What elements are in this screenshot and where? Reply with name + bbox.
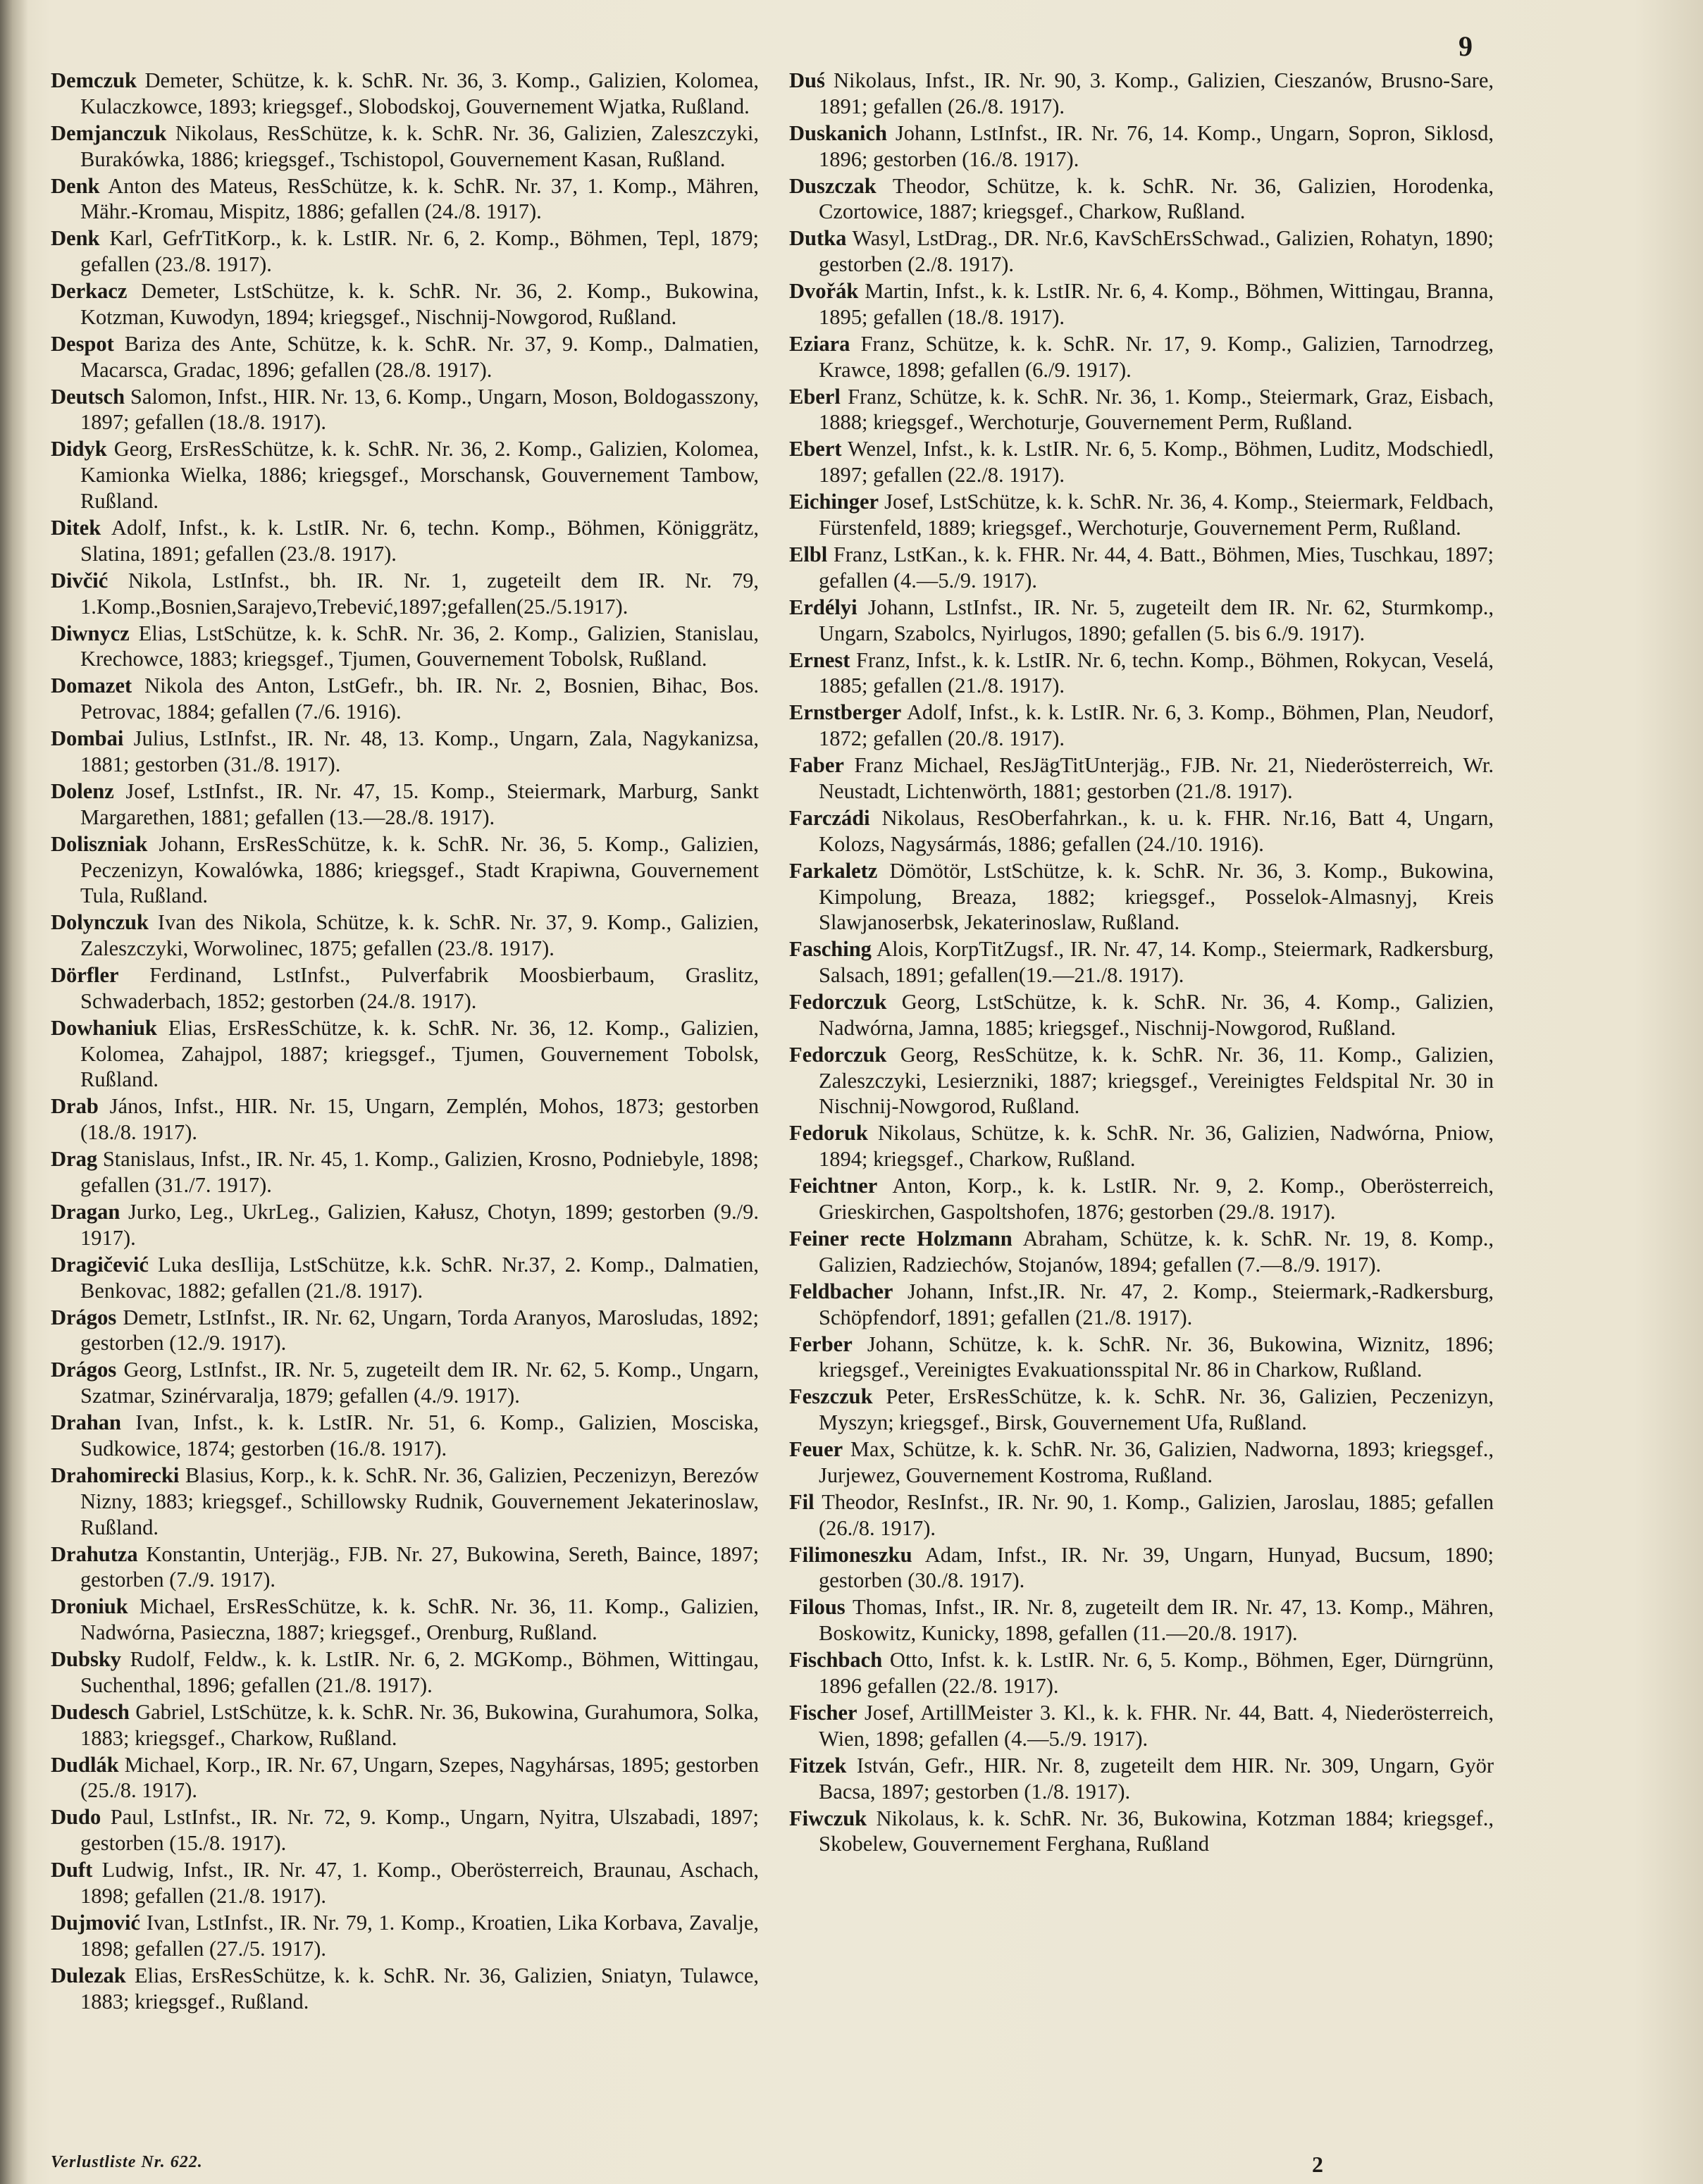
casualty-details: Luka desIlija, LstSchütze, k.k. SchR. Nr.37, 2. Komp., Dalmatien, Benkovac, 1882; gefallen (21./8. 1917). (80, 1252, 760, 1303)
casualty-details: Alois, KorpTitZugsf., IR. Nr. 47, 14. Komp., Steiermark, Radkersburg, Salsach, 1891; gefallen(19.—21./8. 1917). (819, 937, 1494, 988)
casualty-surname: Dudo (51, 1805, 101, 1830)
casualty-entry (789, 1700, 1494, 1752)
casualty-details: Wenzel, Infst., k. k. LstIR. Nr. 6, 5. Komp., Böhmen, Luditz, Modschiedl, 1897; gefallen (22./8. 1917). (819, 437, 1494, 488)
casualty-entry (51, 1357, 759, 1409)
casualty-entry (51, 778, 759, 831)
casualty-details: Georg, ErsResSchütze, k. k. SchR. Nr. 36, 2. Komp., Galizien, Kolomea, Kamionka Wielka, 1886; kriegsgef., Morschansk, Gouvernement Tambow, Rußland. (80, 437, 760, 514)
casualty-surname: Feszczuk (789, 1384, 873, 1409)
casualty-surname: Dudlák (51, 1752, 119, 1777)
casualty-surname: Filous (789, 1595, 846, 1620)
casualty-entry (51, 1963, 759, 2015)
casualty-details: Johann, ErsResSchütze, k. k. SchR. Nr. 36, 5. Komp., Galizien, Peczenizyn, Kowalówka, 1886; kriegsgef., Stadt Krapiwna, Gouvernement Tula, Rußland. (80, 831, 760, 908)
casualty-details: Josef, LstSchütze, k. k. SchR. Nr. 36, 4. Komp., Steiermark, Feldbach, Fürstenfeld, 1889; kriegsgef., Werchoturje, Gouvernement Perm, Rußland. (819, 490, 1494, 540)
casualty-surname: Dragičević (51, 1252, 149, 1277)
casualty-surname: Dörfler (51, 963, 119, 988)
casualty-details: Salomon, Infst., HIR. Nr. 13, 6. Komp., Ungarn, Moson, Boldogasszony, 1897; gefallen (18./8. 1917). (80, 384, 759, 435)
casualty-surname: Denk (51, 226, 100, 251)
casualty-surname: Dutka (789, 226, 847, 251)
casualty-entry (789, 1173, 1494, 1225)
casualty-details: Nikola des Anton, LstGefr., bh. IR. Nr. 2, Bosnien, Bihac, Bos. Petrovac, 1884; gefallen (7./6. 1916). (80, 674, 760, 724)
casualty-entry (51, 962, 759, 1015)
casualty-surname: Eichinger (789, 490, 879, 514)
casualty-details: Nikolaus, ResSchütze, k. k. SchR. Nr. 36, Galizien, Zaleszczyki, Burakówka, 1886; kriegsgef., Tschistopol, Gouvernement Kasan, Rußland. (80, 120, 759, 171)
casualty-details: Anton, Korp., k. k. LstIR. Nr. 9, 2. Komp., Oberösterreich, Grieskirchen, Gaspoltshofen, 1876; gestorben (29./8. 1917). (819, 1174, 1494, 1224)
casualty-entry (789, 173, 1494, 225)
casualty-surname: Denk (51, 173, 100, 198)
casualty-details: Franz, Schütze, k. k. SchR. Nr. 36, 1. Komp., Steiermark, Graz, Eisbach, 1888; kriegsgef., Werchoturje, Gouvernement Perm, Rußland. (819, 384, 1494, 435)
casualty-entry (51, 1857, 759, 1909)
casualty-entry (789, 68, 1494, 120)
casualty-surname: Domazet (51, 674, 132, 698)
casualty-surname: Fischbach (789, 1648, 883, 1673)
casualty-details: János, Infst., HIR. Nr. 15, Ungarn, Zemplén, Mohos, 1873; gestorben (18./8. 1917). (80, 1094, 759, 1145)
casualty-details: Nikolaus, ResOberfahrkan., k. u. k. FHR. Nr.16, Batt 4, Ungarn, Kolozs, Nagysármás, 1886; gefallen (24./10. 1916). (819, 805, 1494, 856)
casualty-details: Ivan des Nikola, Schütze, k. k. SchR. Nr. 37, 9. Komp., Galizien, Zaleszczyki, Worwolinec, 1875; gefallen (23./8. 1917). (80, 910, 759, 961)
casualty-details: Josef, LstInfst., IR. Nr. 47, 15. Komp., Steiermark, Marburg, Sankt Margarethen, 1881; gefallen (13.—28./8. 1917). (80, 778, 759, 829)
footer-signature-mark: 2 (1312, 2152, 1323, 2177)
casualty-surname: Feiner recte Holzmann (789, 1227, 1012, 1251)
casualty-entry (789, 752, 1494, 805)
casualty-surname: Demczuk (51, 68, 137, 92)
casualty-surname: Fedorczuk (789, 990, 887, 1015)
casualty-surname: Despot (51, 331, 114, 356)
casualty-details: Michael, Korp., IR. Nr. 67, Ungarn, Szepes, Nagyhársas, 1895; gestorben (25./8. 1917). (80, 1752, 760, 1803)
casualty-entry (51, 910, 759, 962)
casualty-details: Nikolaus, k. k. SchR. Nr. 36, Bukowina, Kotzman 1884; kriegsgef., Skobelew, Gouvernement Ferghana, Rußland (819, 1806, 1494, 1856)
casualty-surname: Dombai (51, 726, 124, 751)
casualty-entry (789, 225, 1494, 278)
casualty-surname: Dragan (51, 1200, 120, 1224)
casualty-surname: Doliszniak (51, 831, 148, 856)
casualty-surname: Fiwczuk (789, 1806, 867, 1830)
casualty-surname: Eberl (789, 384, 841, 409)
casualty-surname: Didyk (51, 437, 107, 461)
casualty-entry (51, 1752, 759, 1804)
casualty-details: Johann, LstInfst., IR. Nr. 5, zugeteilt dem IR. Nr. 62, Sturmkomp., Ungarn, Szabolcs, Nyirlugos, 1890; gefallen (5. bis 6./9. 1917). (819, 595, 1494, 645)
casualty-entry (51, 1594, 759, 1646)
casualty-details: Wasyl, LstDrag., DR. Nr.6, KavSchErsSchwad., Galizien, Rohatyn, 1890; gestorben (2./8. 1917). (819, 226, 1494, 277)
casualty-entry (789, 1437, 1494, 1489)
casualty-details: Ferdinand, LstInfst., Pulverfabrik Moosbierbaum, Graslitz, Schwaderbach, 1852; gestorben (24./8. 1917). (80, 963, 759, 1013)
casualty-details: Nikola, LstInfst., bh. IR. Nr. 1, zugeteilt dem IR. Nr. 79, 1.Komp.,Bosnien,Sarajevo,Trebević,1897;gefallen(25./5.1917). (80, 568, 759, 619)
right-column (789, 68, 1494, 1858)
casualty-entry (51, 1199, 759, 1251)
casualty-details: Franz, Schütze, k. k. SchR. Nr. 17, 9. Komp., Galizien, Tarnodrzeg, Krawce, 1898; gefallen (6./9. 1917). (819, 331, 1494, 382)
casualty-entry (789, 858, 1494, 936)
casualty-entry (51, 173, 759, 225)
casualty-entry (51, 1910, 759, 1962)
casualty-details: Johann, Schütze, k. k. SchR. Nr. 36, Bukowina, Wiznitz, 1896; kriegsgef., Vereinigtes Evakuationsspital Nr. 86 in Charkow, Rußland. (819, 1332, 1494, 1382)
casualty-surname: Faber (789, 753, 844, 778)
casualty-details: Demeter, LstSchütze, k. k. SchR. Nr. 36, 2. Komp., Bukowina, Kotzman, Kuwodyn, 1894; kriegsgef., Nischnij-Nowgorod, Rußland. (80, 279, 759, 329)
casualty-details: Nikolaus, Infst., IR. Nr. 90, 3. Komp., Galizien, Cieszanów, Brusno-Sare, 1891; gefallen (26./8. 1917). (819, 68, 1494, 118)
casualty-entry (789, 489, 1494, 541)
casualty-surname: Dvořák (789, 279, 859, 304)
casualty-details: Jurko, Leg., UkrLeg., Galizien, Kałusz, Chotyn, 1899; gestorben (9./9. 1917). (80, 1200, 760, 1250)
casualty-details: Demeter, Schütze, k. k. SchR. Nr. 36, 3. Komp., Galizien, Kolomea, Kulaczkowce, 1893; kriegsgef., Slobodskoj, Gouvernement Wjatka, Rußland. (80, 68, 759, 118)
casualty-surname: Farkaletz (789, 858, 878, 883)
casualty-surname: Fedorczuk (789, 1042, 887, 1067)
page-number: 9 (1459, 30, 1473, 62)
casualty-surname: Dolynczuk (51, 910, 149, 935)
casualty-details: Paul, LstInfst., IR. Nr. 72, 9. Komp., Ungarn, Nyitra, Ulszabadi, 1897; gestorben (15./8. 1917). (80, 1805, 760, 1856)
casualty-entry (789, 1279, 1494, 1331)
casualty-surname: Dudesch (51, 1699, 130, 1724)
casualty-details: Karl, GefrTitKorp., k. k. LstIR. Nr. 6, 2. Komp., Böhmen, Tepl, 1879; gefallen (23./8. 1917). (80, 226, 759, 277)
casualty-entry (789, 1384, 1494, 1436)
casualty-surname: Fischer (789, 1701, 857, 1725)
casualty-entry (789, 1753, 1494, 1805)
casualty-surname: Deutsch (51, 384, 125, 409)
casualty-details: Franz, Infst., k. k. LstIR. Nr. 6, techn. Komp., Böhmen, Rokycan, Veselá, 1885; gefallen (21./8. 1917). (819, 647, 1494, 698)
casualty-surname: Droniuk (51, 1594, 128, 1619)
casualty-surname: Ferber (789, 1332, 853, 1356)
casualty-details: Gabriel, LstSchütze, k. k. SchR. Nr. 36, Bukowina, Gurahumora, Solka, 1883; kriegsgef., Charkow, Rußland. (80, 1699, 759, 1750)
casualty-surname: Dubsky (51, 1647, 122, 1672)
casualty-details: Anton des Mateus, ResSchütze, k. k. SchR. Nr. 37, 1. Komp., Mähren, Mähr.-Kromau, Mispitz, 1886; gefallen (24./8. 1917). (80, 173, 759, 224)
casualty-entry (51, 1699, 759, 1751)
casualty-surname: Ernstberger (789, 700, 902, 725)
casualty-entry (51, 1541, 759, 1594)
casualty-details: Stanislaus, Infst., IR. Nr. 45, 1. Komp., Galizien, Krosno, Podniebyle, 1898; gefallen (31./7. 1917). (80, 1147, 759, 1198)
casualty-entry (51, 1804, 759, 1856)
casualty-entry (789, 647, 1494, 700)
casualty-entry (789, 936, 1494, 988)
left-column (51, 68, 759, 2016)
casualty-entry (789, 278, 1494, 330)
casualty-surname: Farczádi (789, 805, 870, 830)
casualty-entry (51, 331, 759, 383)
casualty-entry (51, 1093, 759, 1146)
casualty-details: Johann, LstInfst., IR. Nr. 76, 14. Komp., Ungarn, Sopron, Siklosd, 1896; gestorben (16./8. 1917). (819, 120, 1494, 171)
casualty-entry (51, 384, 759, 436)
casualty-surname: Filimoneszku (789, 1542, 912, 1567)
casualty-details: Dömötör, LstSchütze, k. k. SchR. Nr. 36, 3. Komp., Bukowina, Kimpolung, Breaza, 1882; kriegsgef., Posselok-Almasnyj, Kreis Slawjanoserbsk, Jekaterinoslaw, Rußland. (819, 858, 1494, 935)
casualty-surname: Drágos (51, 1305, 117, 1329)
casualty-surname: Duft (51, 1858, 93, 1882)
casualty-details: Peter, ErsResSchütze, k. k. SchR. Nr. 36, Galizien, Peczenizyn, Myszyn; kriegsgef., Birsk, Gouvernement Ufa, Rußland. (819, 1384, 1494, 1435)
casualty-details: Thomas, Infst., IR. Nr. 8, zugeteilt dem IR. Nr. 47, 13. Komp., Mähren, Boskowitz, Kunicky, 1898, gefallen (11.—20./8. 1917). (819, 1595, 1494, 1646)
casualty-details: Franz Michael, ResJägTitUnterjäg., FJB. Nr. 21, Niederösterreich, Wr. Neustadt, Lichtenwörth, 1881; gestorben (21./8. 1917). (819, 753, 1494, 803)
casualty-surname: Divčić (51, 568, 109, 592)
casualty-entry (789, 436, 1494, 488)
casualty-surname: Elbl (789, 542, 828, 567)
casualty-details: Nikolaus, Schütze, k. k. SchR. Nr. 36, Galizien, Nadwórna, Pniow, 1894; kriegsgef., Charkow, Rußland. (819, 1121, 1494, 1172)
casualty-entry (789, 1594, 1494, 1646)
casualty-details: Abraham, Schütze, k. k. SchR. Nr. 19, 8. Komp., Galizien, Radziechów, Stojanów, 1894; gefallen (7.—8./9. 1917). (819, 1227, 1494, 1277)
casualty-entry (789, 384, 1494, 436)
casualty-entry (51, 1646, 759, 1699)
casualty-surname: Drahutza (51, 1541, 138, 1566)
casualty-entry (51, 436, 759, 514)
casualty-surname: Drab (51, 1094, 99, 1119)
casualty-entry (51, 1463, 759, 1540)
casualty-surname: Fasching (789, 937, 872, 962)
casualty-entry (51, 726, 759, 778)
casualty-details: Blasius, Korp., k. k. SchR. Nr. 36, Galizien, Peczenizyn, Berezów Nizny, 1883; kriegsgef., Schillowsky Rudnik, Gouvernement Jekaterinoslaw, Rußland. (80, 1463, 760, 1539)
casualty-surname: Feldbacher (789, 1279, 893, 1303)
casualty-entry (789, 331, 1494, 383)
casualty-details: Theodor, ResInfst., IR. Nr. 90, 1. Komp., Galizien, Jaroslau, 1885; gefallen (26./8. 1917). (819, 1489, 1494, 1540)
casualty-details: Franz, LstKan., k. k. FHR. Nr. 44, 4. Batt., Böhmen, Mies, Tuschkau, 1897; gefallen (4.—5./9. 1917). (819, 542, 1494, 592)
casualty-details: Bariza des Ante, Schütze, k. k. SchR. Nr. 37, 9. Komp., Dalmatien, Macarsca, Gradac, 1896; gefallen (28./8. 1917). (80, 331, 760, 382)
casualty-surname: Duś (789, 68, 825, 92)
casualty-surname: Derkacz (51, 279, 128, 304)
casualty-entry (789, 1332, 1494, 1384)
casualty-entry (51, 1252, 759, 1304)
casualty-entry (789, 1489, 1494, 1541)
casualty-details: Martin, Infst., k. k. LstIR. Nr. 6, 4. Komp., Böhmen, Wittingau, Branna, 1895; gefallen (18./8. 1917). (819, 279, 1494, 329)
casualty-details: Demetr, LstInfst., IR. Nr. 62, Ungarn, Torda Aranyos, Marosludas, 1892; gestorben (12./9. 1917). (80, 1305, 759, 1355)
casualty-surname: Eziara (789, 331, 850, 356)
casualty-details: Georg, ResSchütze, k. k. SchR. Nr. 36, 11. Komp., Galizien, Zaleszczyki, Lesierzniki, 1887; kriegsgef., Vereinigtes Feldspital Nr. 30 in Nischnij-Nowgorod, Rußland. (819, 1042, 1494, 1119)
casualty-details: Ivan, LstInfst., IR. Nr. 79, 1. Komp., Kroatien, Lika Korbava, Zavalje, 1898; gefallen (27./5. 1917). (80, 1910, 760, 1961)
casualty-details: István, Gefr., HIR. Nr. 8, zugeteilt dem HIR. Nr. 309, Ungarn, Györ Bacsa, 1897; gestorben (1./8. 1917). (819, 1753, 1494, 1804)
casualty-details: Adolf, Infst., k. k. LstIR. Nr. 6, techn. Komp., Böhmen, Königgrätz, Slatina, 1891; gefallen (23./8. 1917). (80, 516, 759, 566)
casualty-entry (789, 1806, 1494, 1858)
casualty-entry (51, 831, 759, 909)
casualty-details: Ludwig, Infst., IR. Nr. 47, 1. Komp., Oberösterreich, Braunau, Aschach, 1898; gefallen (21./8. 1917). (80, 1858, 760, 1908)
casualty-details: Josef, ArtillMeister 3. Kl., k. k. FHR. Nr. 44, Batt. 4, Niederösterreich, Wien, 1898; gefallen (4.—5./9. 1917). (819, 1701, 1494, 1751)
casualty-surname: Drag (51, 1147, 98, 1172)
casualty-surname: Drágos (51, 1358, 117, 1382)
casualty-surname: Drahan (51, 1410, 121, 1435)
casualty-entry (789, 805, 1494, 857)
casualty-surname: Ernest (789, 647, 850, 672)
casualty-details: Theodor, Schütze, k. k. SchR. Nr. 36, Galizien, Horodenka, Czortowice, 1887; kriegsgef., Charkow, Rußland. (819, 173, 1494, 224)
casualty-entry (51, 515, 759, 567)
casualty-entry (789, 542, 1494, 594)
casualty-surname: Dolenz (51, 778, 114, 803)
casualty-surname: Duskanich (789, 120, 888, 145)
casualty-details: Elias, ErsResSchütze, k. k. SchR. Nr. 36, Galizien, Sniatyn, Tulawce, 1883; kriegsgef., Rußland. (80, 1963, 759, 2014)
casualty-entry (789, 1542, 1494, 1594)
page-binding-shadow (0, 0, 28, 2184)
casualty-details: Max, Schütze, k. k. SchR. Nr. 36, Galizien, Nadworna, 1893; kriegsgef., Jurjewez, Gouvernement Kostroma, Rußland. (819, 1437, 1494, 1487)
footer-list-number: Verlustliste Nr. 622. (51, 2153, 203, 2171)
casualty-details: Konstantin, Unterjäg., FJB. Nr. 27, Bukowina, Sereth, Baince, 1897; gestorben (7./9. 1917). (80, 1541, 760, 1592)
casualty-details: Georg, LstInfst., IR. Nr. 5, zugeteilt dem IR. Nr. 62, 5. Komp., Ungarn, Szatmar, Szinérvaralja, 1879; gefallen (4./9. 1917). (80, 1358, 760, 1408)
casualty-entry (51, 1305, 759, 1357)
casualty-details: Johann, Infst.,IR. Nr. 47, 2. Komp., Steiermark,-Radkersburg, Schöpfendorf, 1891; gefallen (21./8. 1917). (819, 1279, 1494, 1329)
casualty-surname: Diwnycz (51, 621, 130, 645)
casualty-entry (51, 1015, 759, 1093)
casualty-entry (51, 673, 759, 725)
casualty-entry (51, 120, 759, 173)
casualty-surname: Dulezak (51, 1963, 126, 1987)
casualty-entry (51, 278, 759, 330)
casualty-details: Otto, Infst. k. k. LstIR. Nr. 6, 5. Komp., Böhmen, Eger, Dürngrünn, 1896 gefallen (22./8. 1917). (819, 1648, 1494, 1699)
casualty-surname: Fil (789, 1489, 815, 1514)
casualty-surname: Fedoruk (789, 1121, 868, 1146)
casualty-entry (51, 568, 759, 620)
casualty-entry (51, 621, 759, 673)
casualty-entry (789, 1226, 1494, 1278)
casualty-details: Adolf, Infst., k. k. LstIR. Nr. 6, 3. Komp., Böhmen, Plan, Neudorf, 1872; gefallen (20./8. 1917). (819, 700, 1494, 751)
casualty-surname: Demjanczuk (51, 120, 167, 145)
casualty-surname: Drahomirecki (51, 1463, 180, 1487)
casualty-surname: Ebert (789, 437, 842, 461)
casualty-entry (789, 700, 1494, 752)
casualty-details: Elias, ErsResSchütze, k. k. SchR. Nr. 36, 12. Komp., Galizien, Kolomea, Zahajpol, 1887; kriegsgef., Tjumen, Gouvernement Tobolsk, Rußland. (80, 1015, 760, 1092)
casualty-entry (789, 1042, 1494, 1119)
casualty-surname: Dujmović (51, 1910, 141, 1935)
casualty-details: Adam, Infst., IR. Nr. 39, Ungarn, Hunyad, Bucsum, 1890; gestorben (30./8. 1917). (819, 1542, 1494, 1593)
casualty-details: Elias, LstSchütze, k. k. SchR. Nr. 36, 2. Komp., Galizien, Stanislau, Krechowce, 1883; kriegsgef., Tjumen, Gouvernement Tobolsk, Rußland. (80, 621, 759, 671)
casualty-surname: Duszczak (789, 173, 877, 198)
casualty-entry (51, 1146, 759, 1198)
casualty-surname: Feuer (789, 1437, 843, 1462)
casualty-surname: Ditek (51, 516, 101, 540)
casualty-surname: Erdélyi (789, 595, 857, 619)
casualty-entry (789, 989, 1494, 1041)
casualty-details: Julius, LstInfst., IR. Nr. 48, 13. Komp., Ungarn, Zala, Nagykanizsa, 1881; gestorben (31./8. 1917). (80, 726, 759, 776)
casualty-details: Ivan, Infst., k. k. LstIR. Nr. 51, 6. Komp., Galizien, Mosciska, Sudkowice, 1874; gestorben (16./8. 1917). (80, 1410, 759, 1460)
casualty-surname: Fitzek (789, 1753, 847, 1777)
casualty-entry (51, 225, 759, 278)
casualty-entry (51, 1410, 759, 1462)
casualty-details: Rudolf, Feldw., k. k. LstIR. Nr. 6, 2. MGKomp., Böhmen, Wittingau, Suchenthal, 1896; gefallen (21./8. 1917). (80, 1647, 760, 1697)
casualty-entry (789, 595, 1494, 647)
casualty-details: Michael, ErsResSchütze, k. k. SchR. Nr. 36, 11. Komp., Galizien, Nadwórna, Pasieczna, 1887; kriegsgef., Orenburg, Rußland. (80, 1594, 760, 1645)
casualty-entry (789, 1120, 1494, 1172)
casualty-surname: Dowhaniuk (51, 1015, 157, 1040)
casualty-details: Georg, LstSchütze, k. k. SchR. Nr. 36, 4. Komp., Galizien, Nadwórna, Jamna, 1885; kriegsgef., Nischnij-Nowgorod, Rußland. (819, 990, 1494, 1040)
casualty-entry (51, 68, 759, 120)
casualty-entry (789, 1647, 1494, 1699)
casualty-surname: Feichtner (789, 1174, 878, 1198)
casualty-entry (789, 120, 1494, 173)
